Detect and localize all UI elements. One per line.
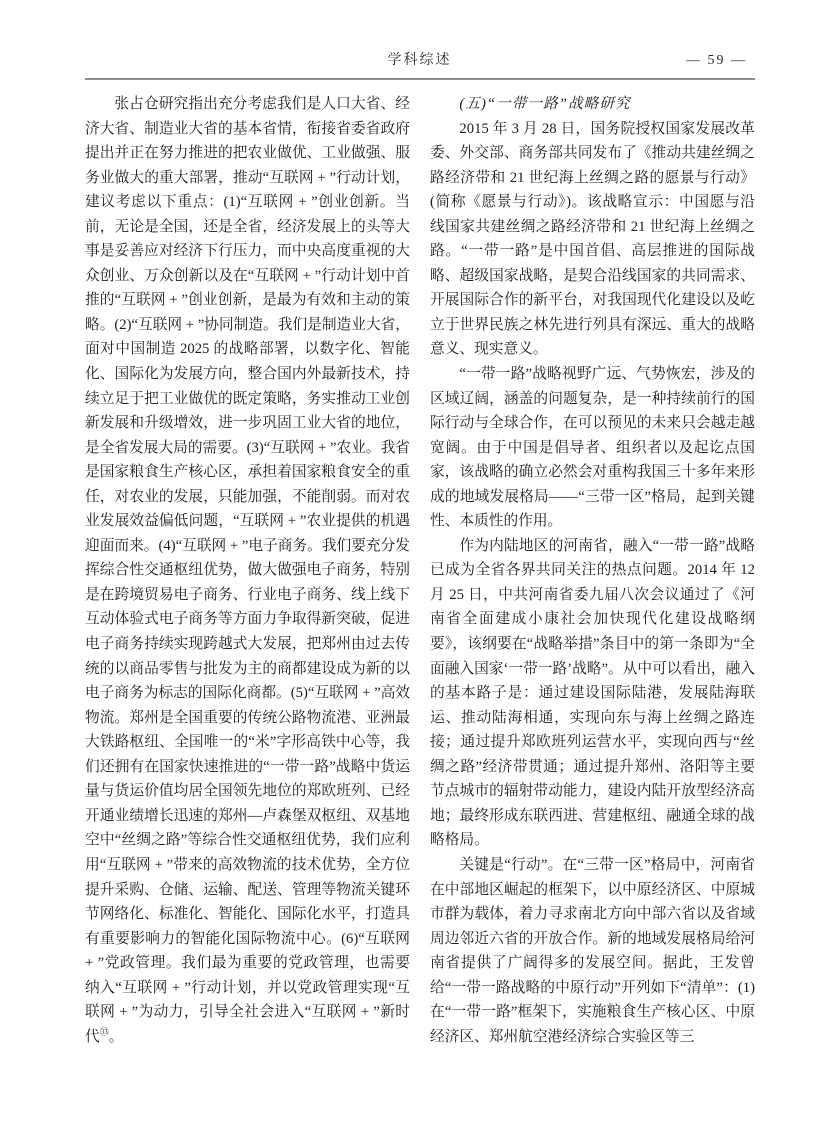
header-rule [85,78,755,80]
footnote-mark: ㉝ [99,1026,109,1037]
page-header [0,0,839,80]
left-paragraph-period: 。 [108,1028,124,1045]
two-column-body [0,80,839,1049]
running-head-title: 学科综述 [387,53,452,68]
left-column-paragraph [85,92,410,1049]
left-paragraph-text: 张占仓研究指出充分考虑我们是人口大省、经济大省、制造业大省的基本省情，衔接省委省政府提出并正在努力推进的把农业做优、工业做强、服务业做大的重大部署，推动“互联网 + ”行动计划，建议考虑以下重点：(1)“互联网 + ”创业创新。当前，无论是全国，还是全省，经济发展上的头等大事是妥善应对经济下行压力，而中央高度重视的大众创业、万众创新以及在“互联网 + ”行动计划中首推的“互联网 + ”创业创新，是最为有效和主动的策略。(2)“互联网 + ”协同制造。我们是制造业大省，面对中国制造 2025 的战略部署，以数字化、智能化、国际化为发展方向，整合国内外最新技术，持续立足于把工业做优的既定策略，务实推动工业创新发展和升级增效，进一步巩固工业大省的地位，是全省发展大局的需要。(3)“互联网 + ”农业。我省是国家粮食生产核心区，承担着国家粮食安全的重任，对农业的发展，只能加强，不能削弱。而对农业发展效益偏低问题，“互联网 + ”农业提供的机遇迎面而来。(4)“互联网 + ”电子商务。我们要充分发挥综合性交通枢纽优势，做大做强电子商务，特别是在跨境贸易电子商务、行业电子商务、线上线下互动体验式电子商务等方面力争取得新突破，促进电子商务持续实现跨越式大发展，把郑州由过去传统的以商品零售与批发为主的商都建设成为新的以电子商务为标志的国际化商都。(5)“互联网 + ”高效物流。郑州是全国重要的传统公路物流港、亚洲最大铁路枢纽、全国唯一的“米”字形高铁中心等，我们还拥有在国家快速推进的“一带一路”战略中货运量与货运价值均居全国领先地位的郑欧班列、已经开通业绩增长迅速的郑州—卢森堡双枢纽、双基地空中“丝绸之路”等综合性交通枢纽优势，我们应利用“互联网 + ”带来的高效物流的技术优势，全方位提升采购、仓储、运输、配送、管理等物流关键环节网络化、标准化、智能化、国际化水平，打造具有重要影响力的智能化国际物流中心。(6)“互联网 + ”党政管理。我们最为重要的党政管理，也需要纳入“互联网 + ”行动计划，并以党政管理实现“互联网 + ”为动力，引导全社会进入“互联网 + ”新时代 [85,96,410,1045]
right-column-paragraph: 作为内陆地区的河南省，融入“一带一路”战略已成为全省各界共同关注的热点问题。2014 年 12 月 25 日，中共河南省委九届八次会议通过了《河南省全面建成小康社会加快现代化建设战略纲要》，该纲要在“战略举措”条目中的第一条即为“全面融入国家‘一带一路’战略”。从中可以看出，融入的基本路子是：通过建设国际陆港，发展陆海联运、推动陆海相通，实现向东与海上丝绸之路连接；通过提升郑欧班列运营水平，实现向西与“丝绸之路”经济带贯通；通过提升郑州、洛阳等主要节点城市的辐射带动能力，建设内陆开放型经济高地；最终形成东联西进、营建枢纽、融通全球的战略格局。 [430,537,755,849]
right-column-paragraph: “一带一路”战略视野广远、气势恢宏，涉及的区域辽阔，涵盖的问题复杂，是一种持续前行的国际行动与全球合作，在可以预见的未来只会越走越宽阔。由于中国是倡导者、组织者以及起讫点国家，该战略的确立必然会对重构我国三十多年来形成的地域发展格局——“三带一区”格局，起到关键性、本质性的作用。 [430,366,755,530]
page-number: — 59 — [686,53,747,68]
right-column-paragraph: 关键是“行动”。在“三带一区”格局中，河南省在中部地区崛起的框架下，以中原经济区、中原城市群为载体，着力寻求南北方向中部六省以及省域周边邻近六省的开放合作。新的地域发展格局给河南省提供了广阔得多的发展空间。据此，王发曾给“一带一路战略的中原行动”开列如下“清单”：(1)在“一带一路”框架下，实施粮食生产核心区、中原经济区、郑州航空港经济综合实验区等三 [430,856,755,1045]
left-column [85,92,410,1049]
right-column-paragraph: 2015 年 3 月 28 日，国务院授权国家发展改革委、外交部、商务部共同发布了《推动共建丝绸之路经济带和 21 世纪海上丝绸之路的愿景与行动》(简称《愿景与行动》)。该战略宣示：中国愿与沿线国家共建丝绸之路经济带和 21 世纪海上丝绸之路。“一带一路”是中国首倡、高层推进的国际战略、超级国家战略，是契合沿线国家的共同需求、开展国际合作的新平台，对我国现代化建设以及屹立于世界民族之林先进行列具有深远、重大的战略意义、现实意义。 [430,120,755,358]
right-column [430,92,755,1049]
section-heading: (五)“一带一路”战略研究 [459,96,631,112]
